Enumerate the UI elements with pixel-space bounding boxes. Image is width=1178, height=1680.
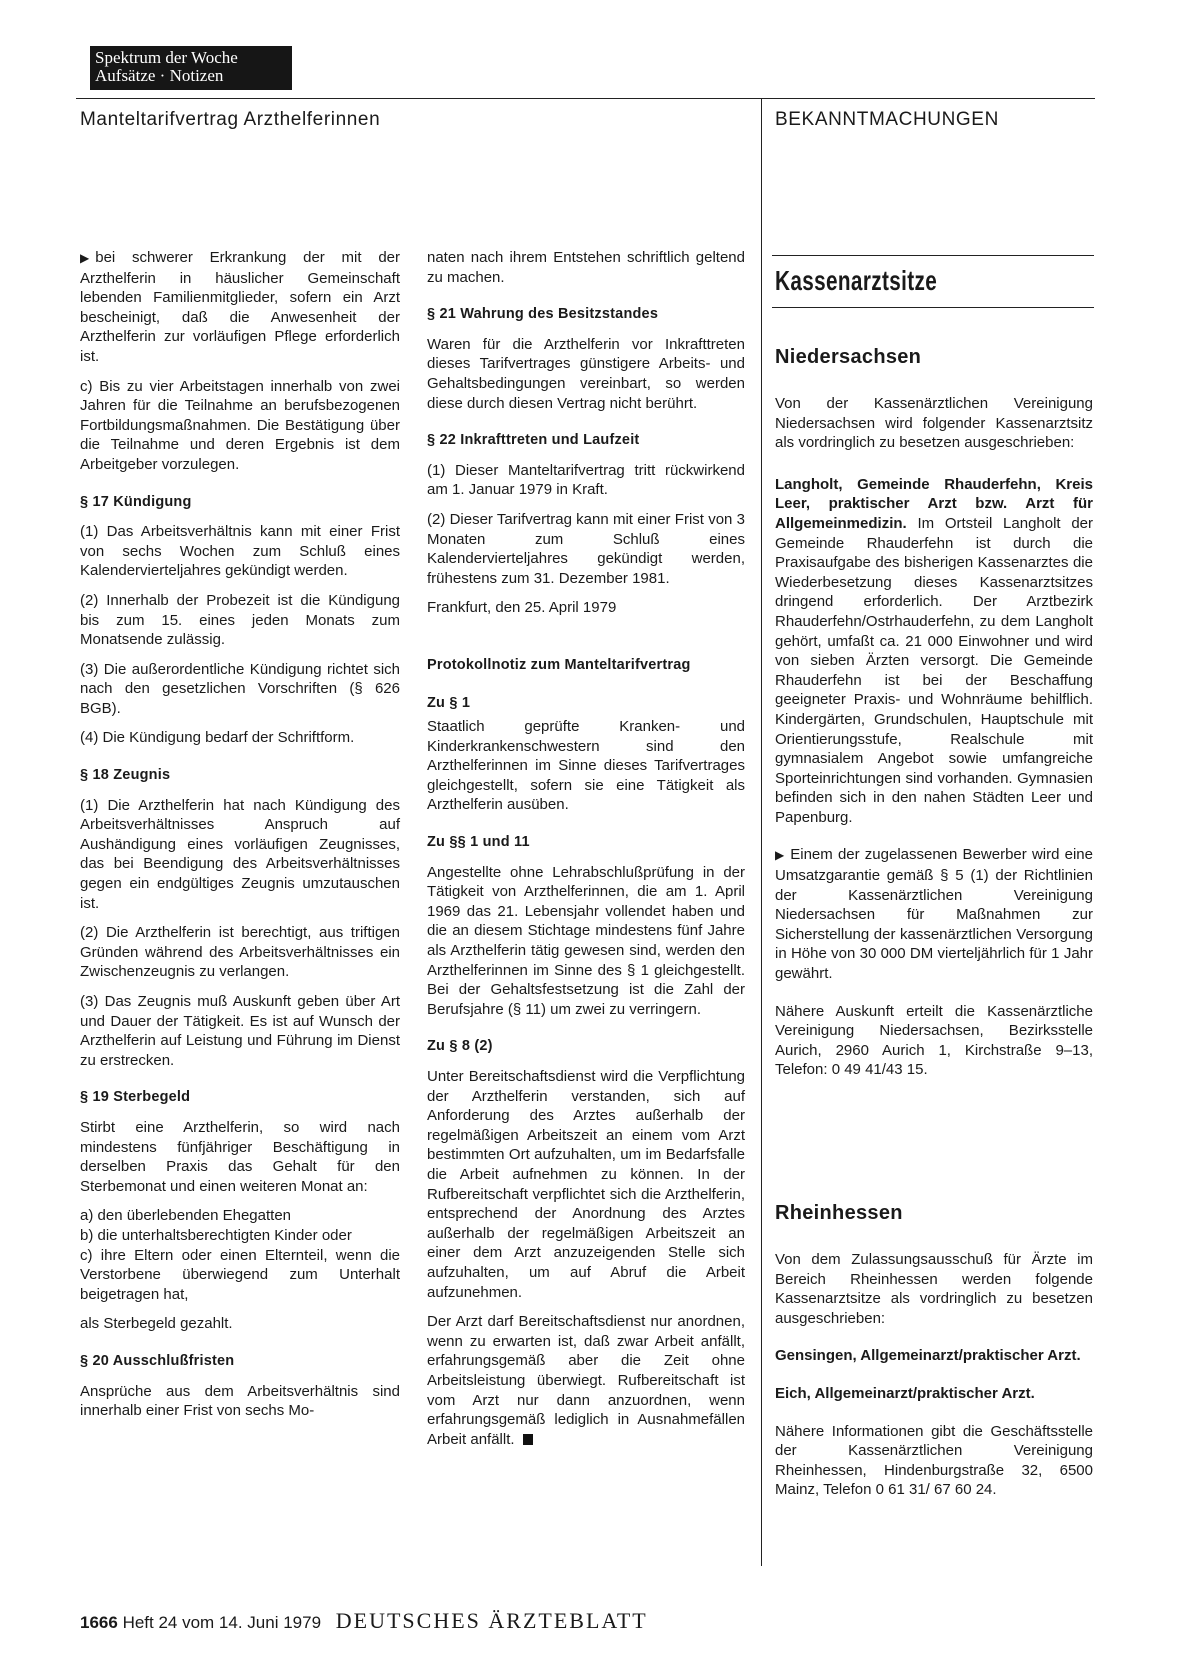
magazine-title: DEUTSCHES ÄRZTEBLATT [335, 1608, 648, 1633]
paragraph: als Sterbegeld gezahlt. [80, 1315, 233, 1333]
page-footer [80, 1608, 648, 1634]
section-heading: § 17 Kündigung [80, 493, 192, 510]
running-head-left: Manteltarifvertrag Arzthelferinnen [80, 109, 381, 130]
listing-title: Langholt, Gemeinde Rhauderfehn, Kreis Leer, praktischer Arzt bzw. Arzt für Allgemeinmedizin. [775, 475, 1093, 532]
section-heading: § 20 Ausschlußfristen [80, 1352, 235, 1369]
paragraph: Staatlich geprüfte Kranken- und Kinderkrankenschwestern sind den Arzthelferinnen im Sinne dieses Tarifvertrages gleichgestellt, sofern sie eine Tätigkeit als Arzthelferin ausüben. [427, 718, 745, 814]
listing-title: Eich, Allgemeinarzt/praktischer Arzt. [775, 1384, 1035, 1402]
bullet-arrow-icon: ▶ [80, 251, 90, 265]
column-divider [761, 98, 762, 1566]
paragraph [427, 1312, 745, 1449]
paragraph: (1) Die Arzthelferin hat nach Kündigung des Arbeitsverhältnisses Anspruch auf Aushändigung eines vorläufigen Zeugnisses, das bei Beendigung des Arbeitsverhältnisses gegen ein endgültiges Zeugnis umzutauschen ist. [80, 796, 400, 912]
badge-line-1: Spektrum der Woche [95, 48, 238, 67]
paragraph: (2) Innerhalb der Probezeit ist die Kündigung bis zum 15. eines jeden Monats zum Monatsende zulässig. [80, 591, 400, 649]
paragraph-text: Der Arzt darf Bereitschaftsdienst nur anordnen, wenn zu erwarten ist, daß zwar Arbeit anfällt, erfahrungsgemäß aber die Zeit ohne Arbeitsleistung überwiegt. Rufbereitschaft ist vom Arzt nur dann anzuordnen, wenn erfahrungsgemäß lediglich in Ausnahmefällen Arbeit anfällt. [427, 1313, 745, 1448]
paragraph: Ansprüche aus dem Arbeitsverhältnis sind innerhalb einer Frist von sechs Mo- [80, 1382, 400, 1420]
paragraph: (2) Dieser Tarifvertrag kann mit einer Frist von 3 Monaten zum Schluß eines Kalendervierteljahres gekündigt werden, frühestens zum 31. Dezember 1981. [427, 510, 745, 587]
page-number: 1666 [80, 1613, 118, 1632]
paragraph: Nähere Auskunft erteilt die Kassenärztliche Vereinigung Niedersachsen, Bezirksstelle Aurich, 2960 Aurich 1, Kirchstraße 9–13, Telefon: 0 49 41/43 15. [775, 1002, 1093, 1079]
paragraph-text: bei schwerer Erkrankung der mit der Arzthelferin in häuslicher Gemeinschaft lebenden Familienmitglieder, sofern ein Arzt bescheinigt, daß die Anwesenheit der Arzthelferin zur vorläufigen Pflege erforderlich ist. [80, 249, 400, 365]
section-heading: § 18 Zeugnis [80, 767, 171, 784]
column-2 [427, 248, 745, 1459]
paragraph: naten nach ihrem Entstehen schriftlich geltend zu machen. [427, 249, 745, 286]
section-title: Kassenarztsitze [775, 265, 938, 296]
paragraph: (2) Die Arzthelferin ist berechtigt, aus triftigen Gründen während des Arbeitsverhältnisses ein Zwischenzeugnis zu verlangen. [80, 924, 400, 981]
paragraph: (3) Das Zeugnis muß Auskunft geben über Art und Dauer der Tätigkeit. Es ist auf Wunsch der Arzthelferin auf Leistung und Führung im Dienst zu erstrecken. [80, 993, 400, 1069]
column-1 [80, 248, 400, 1431]
bullet-arrow-icon: ▶ [775, 848, 785, 863]
paragraph: Von dem Zulassungsausschuß für Ärzte im Bereich Rheinhessen werden folgende Kassenarztsitze als vordringlich zu besetzen ausgeschrieben: [775, 1251, 1093, 1327]
section-heading: Protokollnotiz zum Manteltarifvertrag [427, 656, 691, 673]
box-top-rule [772, 255, 1094, 256]
paragraph: (1) Dieser Manteltarifvertrag tritt rückwirkend am 1. Januar 1979 in Kraft. [427, 461, 745, 499]
region-title-niedersachsen: Niedersachsen [775, 346, 922, 368]
paragraph: Waren für die Arzthelferin vor Inkrafttreten dieses Tarifvertrages günstigere Arbeits- und Gehaltsbedingungen vereinbart, so werden diese durch diesen Vertrag nicht berührt. [427, 335, 745, 412]
paragraph: Angestellte ohne Lehrabschlußprüfung in der Tätigkeit von Arzthelferinnen, die am 1. April 1969 das 21. Lebensjahr vollendet haben und die an diesem Stichtage mindestens fünf Jahre als Arzthelferin tätig gewesen sind, werden den Arzthelferinnen im Sinne des § 1 gleichgestellt. Bei der Gehaltsfestsetzung ist die Zahl der Berufsjahre (§ 11) um zwei zu verringern. [427, 863, 745, 1018]
issue-info: Heft 24 vom 14. Juni 1979 [122, 1613, 322, 1632]
section-heading: Zu § 1 [427, 694, 471, 711]
paragraph [80, 248, 400, 367]
box-bottom-rule [772, 307, 1094, 308]
list-item: c) ihre Eltern oder einen Elternteil, wenn die Verstorbene überwiegend zum Unterhalt beigetragen hat, [80, 1246, 400, 1303]
paragraph: c) Bis zu vier Arbeitstagen innerhalb von zwei Jahren für die Teilnahme an berufsbezogenen Fortbildungsmaßnahmen. Die Bestätigung über die Teilnahme und deren Ergebnis ist dem Arbeitgeber vorzulegen. [80, 377, 400, 473]
list-item: a) den überlebenden Ehegatten [80, 1207, 292, 1225]
paragraph [775, 845, 1093, 983]
paragraph-text: Einem der zugelassenen Bewerber wird eine Umsatzgarantie gemäß § 5 (1) der Richtlinien der Kassenärztlichen Vereinigung Niedersachsen für Maßnahmen zur Sicherstellung der kassenärztlichen Versorgung in Höhe von 30 000 DM vierteljährlich für 1 Jahr gewährt. [775, 846, 1093, 983]
paragraph: (1) Das Arbeitsverhältnis kann mit einer Frist von sechs Wochen zum Schluß eines Kalendervierteljahres gekündigt werden. [80, 523, 400, 580]
badge-line-2: Aufsätze · Notizen [95, 66, 224, 85]
section-heading: § 19 Sterbegeld [80, 1089, 191, 1106]
paragraph: (4) Die Kündigung bedarf der Schriftform. [80, 729, 355, 747]
section-heading: § 21 Wahrung des Besitzstandes [427, 306, 659, 323]
column-3-niedersachsen [775, 394, 1093, 1090]
paragraph: Unter Bereitschaftsdienst wird die Verpflichtung der Arzthelferin verstanden, sich auf Anforderung des Arztes außerhalb der regelmäßigen Arbeitszeit an einem vom Arzt bestimmten Ort aufzuhalten, um im Bedarfsfalle die Arbeit aufnehmen zu können. In der Rufbereitschaft verpflichtet sich die Arzthelferin, entsprechend der Anordnung des Arztes außerhalb der regelmäßigen Arbeitszeit an einer dem Arzt anzuzeigenden Stelle sich aufzuhalten, um auf Abruf die Arbeit aufzunehmen. [427, 1068, 745, 1301]
section-heading: Zu §§ 1 und 11 [427, 834, 530, 851]
paragraph: Stirbt eine Arzthelferin, so wird nach mindestens fünfjähriger Beschäftigung in derselben Praxis das Gehalt für den Sterbemonat und einen weiteren Monat an: [80, 1118, 400, 1195]
signature-date: Frankfurt, den 25. April 1979 [427, 599, 617, 617]
section-badge [90, 46, 292, 90]
region-title-rheinhessen: Rheinhessen [775, 1202, 903, 1224]
paragraph: Nähere Informationen gibt die Geschäftsstelle der Kassenärztlichen Vereinigung Rheinhessen, Hindenburgstraße 32, 6500 Mainz, Telefon 0 61 31/ 67 60 24. [775, 1422, 1093, 1499]
header-rule [76, 98, 1095, 99]
running-head-right: BEKANNTMACHUNGEN [775, 109, 999, 130]
section-heading: Zu § 8 (2) [427, 1038, 493, 1055]
list-item: b) die unterhaltsberechtigten Kinder oder [80, 1226, 352, 1244]
paragraph: (3) Die außerordentliche Kündigung richtet sich nach den gesetzlichen Vorschriften (§ 626 BGB). [80, 660, 400, 717]
listing-title: Gensingen, Allgemeinarzt/praktischer Arzt. [775, 1347, 1081, 1365]
paragraph-text: Im Ortsteil Langholt der Gemeinde Rhauderfehn ist durch die Praxisaufgabe des bisherigen Kassenarztes die Wiederbesetzung dieses Kassenarztsitzes dringend erforderlich. Der Arztbezirk Rhauderfehn/Ostrhauderfehn, zu dem Langholt gehört, umfaßt ca. 21 000 Einwohner und wird von sieben Ärzten versorgt. Die Gemeinde Rhauderfehn ist bei der Beschaffung geeigneter Praxis- und Wohnräume behilflich. Kindergärten, Grundschulen, Hauptschule mit Orientierungsstufe, Realschule mit gymnasialem Angebot sowie umfangreiche Sporteinrichtungen sind vorhanden. Gymnasien befinden sich in den nahen Städten Leer und Papenburg. [775, 514, 1094, 826]
end-mark-icon [523, 1434, 533, 1445]
paragraph [775, 475, 1093, 828]
column-3-rheinhessen [775, 1250, 1093, 1510]
section-heading: § 22 Inkrafttreten und Laufzeit [427, 432, 640, 449]
paragraph: Von der Kassenärztlichen Vereinigung Niedersachsen wird folgender Kassenarztsitz als vordringlich zu besetzen ausgeschrieben: [775, 395, 1093, 452]
